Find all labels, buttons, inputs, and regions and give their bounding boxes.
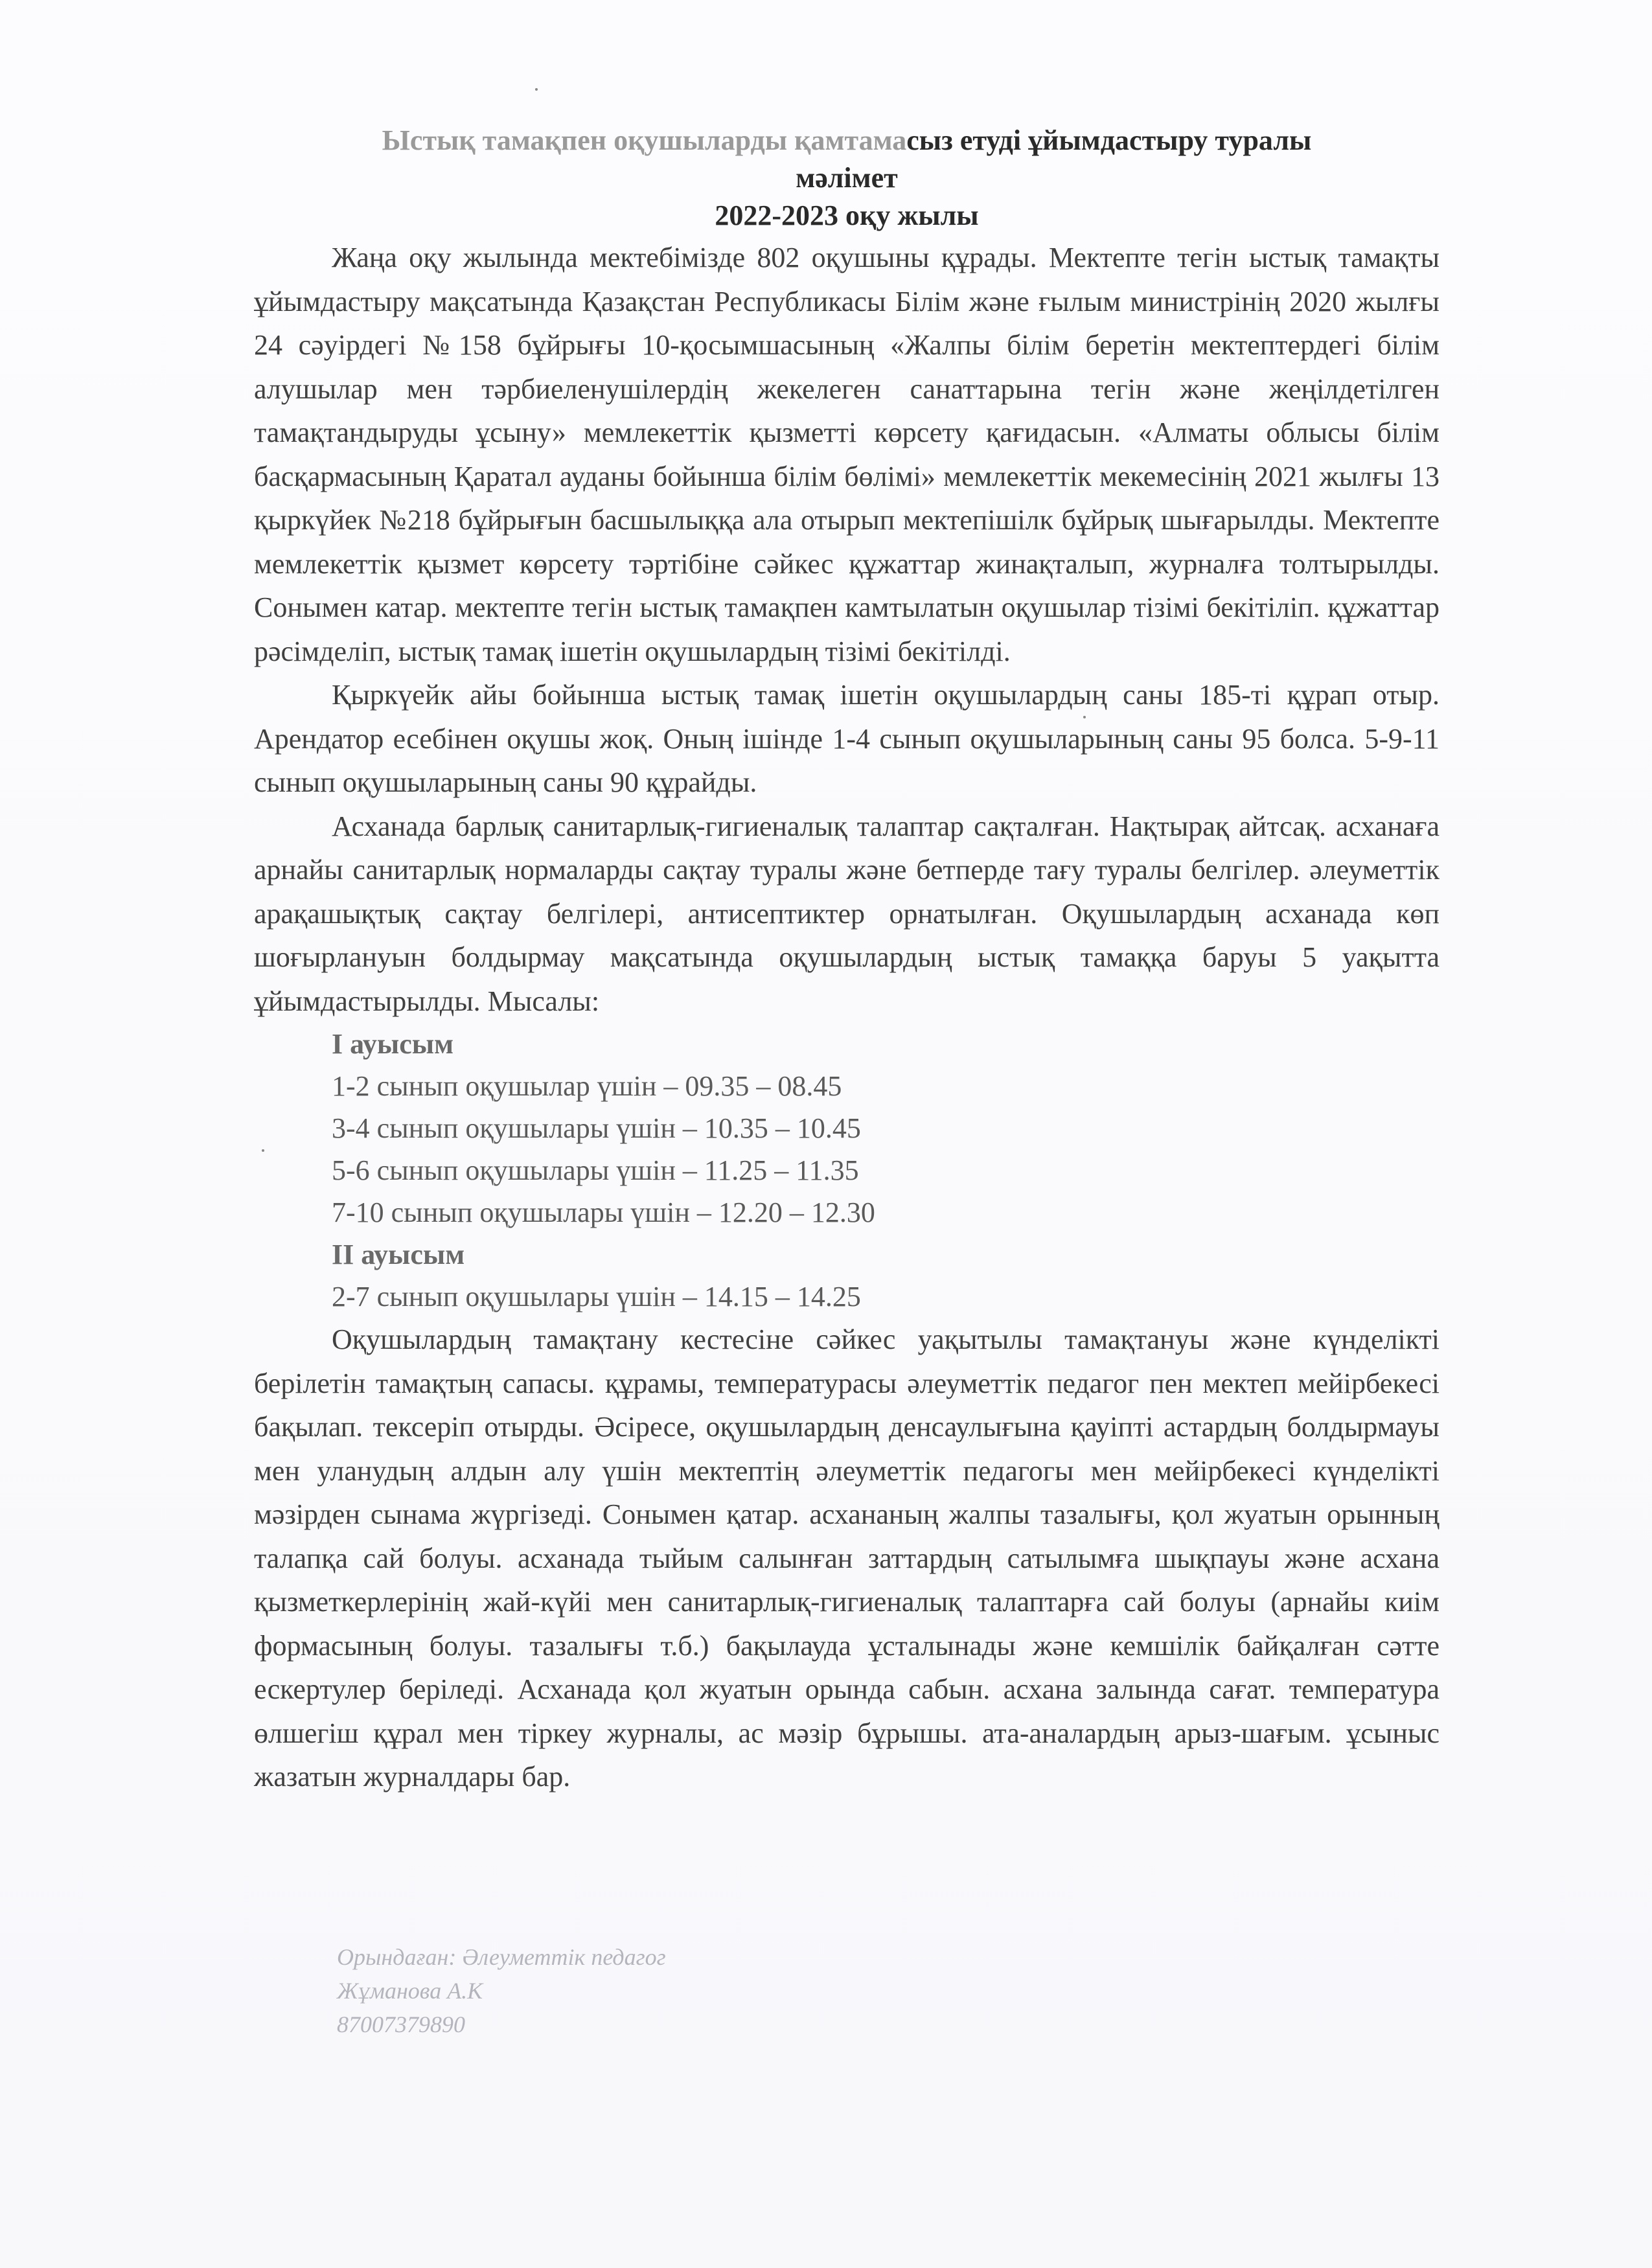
title-dark-part: сыз етуді ұйымдастыру туралы [906,124,1312,156]
schedule-item: 1-2 сынып оқушылар үшін – 09.35 – 08.45 [332,1070,842,1102]
scan-speck [1083,716,1086,718]
schedule-item: 7-10 сынып оқушылары үшін – 12.20 – 12.30 [332,1197,875,1228]
shift-1-label: I ауысым [332,1028,454,1060]
schedule-item: 5-6 сынып оқушылары үшін – 11.25 – 11.35 [332,1154,859,1186]
scan-speck [262,1149,264,1152]
paragraph-2: Қыркүейк айы бойынша ыстық тамақ ішетін оқушылардың саны 185-ті құрап отыр. Арендатор есебінен оқушы жоқ. Оның ішінде 1-4 сынып оқушыларының саны 95 болса. 5-9-11 сынып оқушыларының саны 90 құрайды. [254,679,1440,798]
paragraph-1: Жаңа оқу жылында мектебімізде 802 оқушыны құрады. Мектепте тегін ыстық тамақты ұйымдастыру мақсатында Қазақстан Республикасы Білім және ғылым министрінің 2020 жылғы 24 сәуірдегі №158 бұйрығы 10-қосымшасының «Жалпы білім беретін мектептердегі білім алушылар мен тәрбиеленушілердің жекелеген санаттарына тегін және жеңілдетілген тамақтандыруды ұсыну» мемлекеттік қызметті көрсету қағидасын. «Алматы облысы білім басқармасының Қаратал ауданы бойынша білім бөлімі» мемлекеттік мекемесінің 2021 жылғы 13 қыркүйек №218 бұйрығын басшылыққа ала отырып мектепішілк бұйрық шығарылды. Мектепте мемлекеттік қызмет көрсету тәртібіне сәйкес құжаттар жинақталып, журналға толтырылды. Сонымен катар. мектепте тегін ыстық тамақпен камтылатын оқушылар тізімі бекітіліп. құжаттар рәсімделіп, ыстық тамақ ішетін оқушылардың тізімі бекітілді. [254,242,1440,667]
signature-phone: 87007379890 [337,2011,465,2037]
paragraph-closing: Оқушылардың тамақтану кестесіне сәйкес уақытылы тамақтануы және күнделікті берілетін тамақтың сапасы. құрамы, температурасы әлеуметтік педагог пен мектеп мейірбекесі бақылап. тексеріп отырды. Әсіресе, оқушылардың денсаулығына қауіпті астардың болдырмауы мен уланудың алдын алу үшін мектептің әлеуметтік педагогы мен мейірбекесі күнделікті мәзірден сынама жүргізеді. Сонымен қатар. асхананың жалпы тазалығы, қол жуатын орынның талапқа сай болуы. асханада тыйым салынған заттардың сатылымға шықпауы және асхана қызметкерлерінің жай-күйі мен санитарлық-гигиеналық талаптарға сай болуы (арнайы киім формасының болуы. тазалығы т.б.) бақылауда ұсталынады және кемшілік байқалған сәтте ескертулер беріледі. Асханада қол жуатын орында сабын. асхана залында сағат. температура өлшегіш құрал мен тіркеу журналы, ас мәзір бұрышы. ата-аналардың арыз-шағым. ұсыныс жазатын журналдары бар. [254,1323,1440,1793]
signature-block [337,1940,666,2041]
shift-2-label: II ауысым [332,1239,465,1270]
scan-speck [535,88,538,91]
paragraph-3: Асханада барлық санитарлық-гигиеналық талаптар сақталған. Нақтырақ айтсақ. асханаға арнайы санитарлық нормаларды сақтау туралы және бетперде тағу туралы белгілер. әлеуметтік арақашықтық сақтау белгілері, антисептиктер орнатылған. Оқушылардың асханада көп шоғырлануын болдырмау мақсатында оқушылардың ыстық тамаққа баруы 5 уақытта ұйымдастырылды. Мысалы: [254,810,1440,1017]
document-body [254,122,1440,1799]
title-line-1 [254,122,1440,159]
meal-schedule [254,1023,1440,1318]
schedule-item: 2-7 сынып оқушылары үшін – 14.15 – 14.25 [332,1281,861,1312]
signature-name: Жұманова А.К [337,1978,483,2004]
title-line-3: 2022-2023 оқу жылы [715,200,979,231]
title-line-2: мәлімет [796,162,898,194]
schedule-item: 3-4 сынып оқушылары үшін – 10.35 – 10.45 [332,1112,861,1144]
document-title [254,122,1440,235]
signature-role: Орындаған: Әлеуметтік педагог [337,1944,666,1970]
document-text [254,236,1440,1799]
title-faded-part: Ыстық тамақпен оқушыларды қамтама [382,124,907,156]
